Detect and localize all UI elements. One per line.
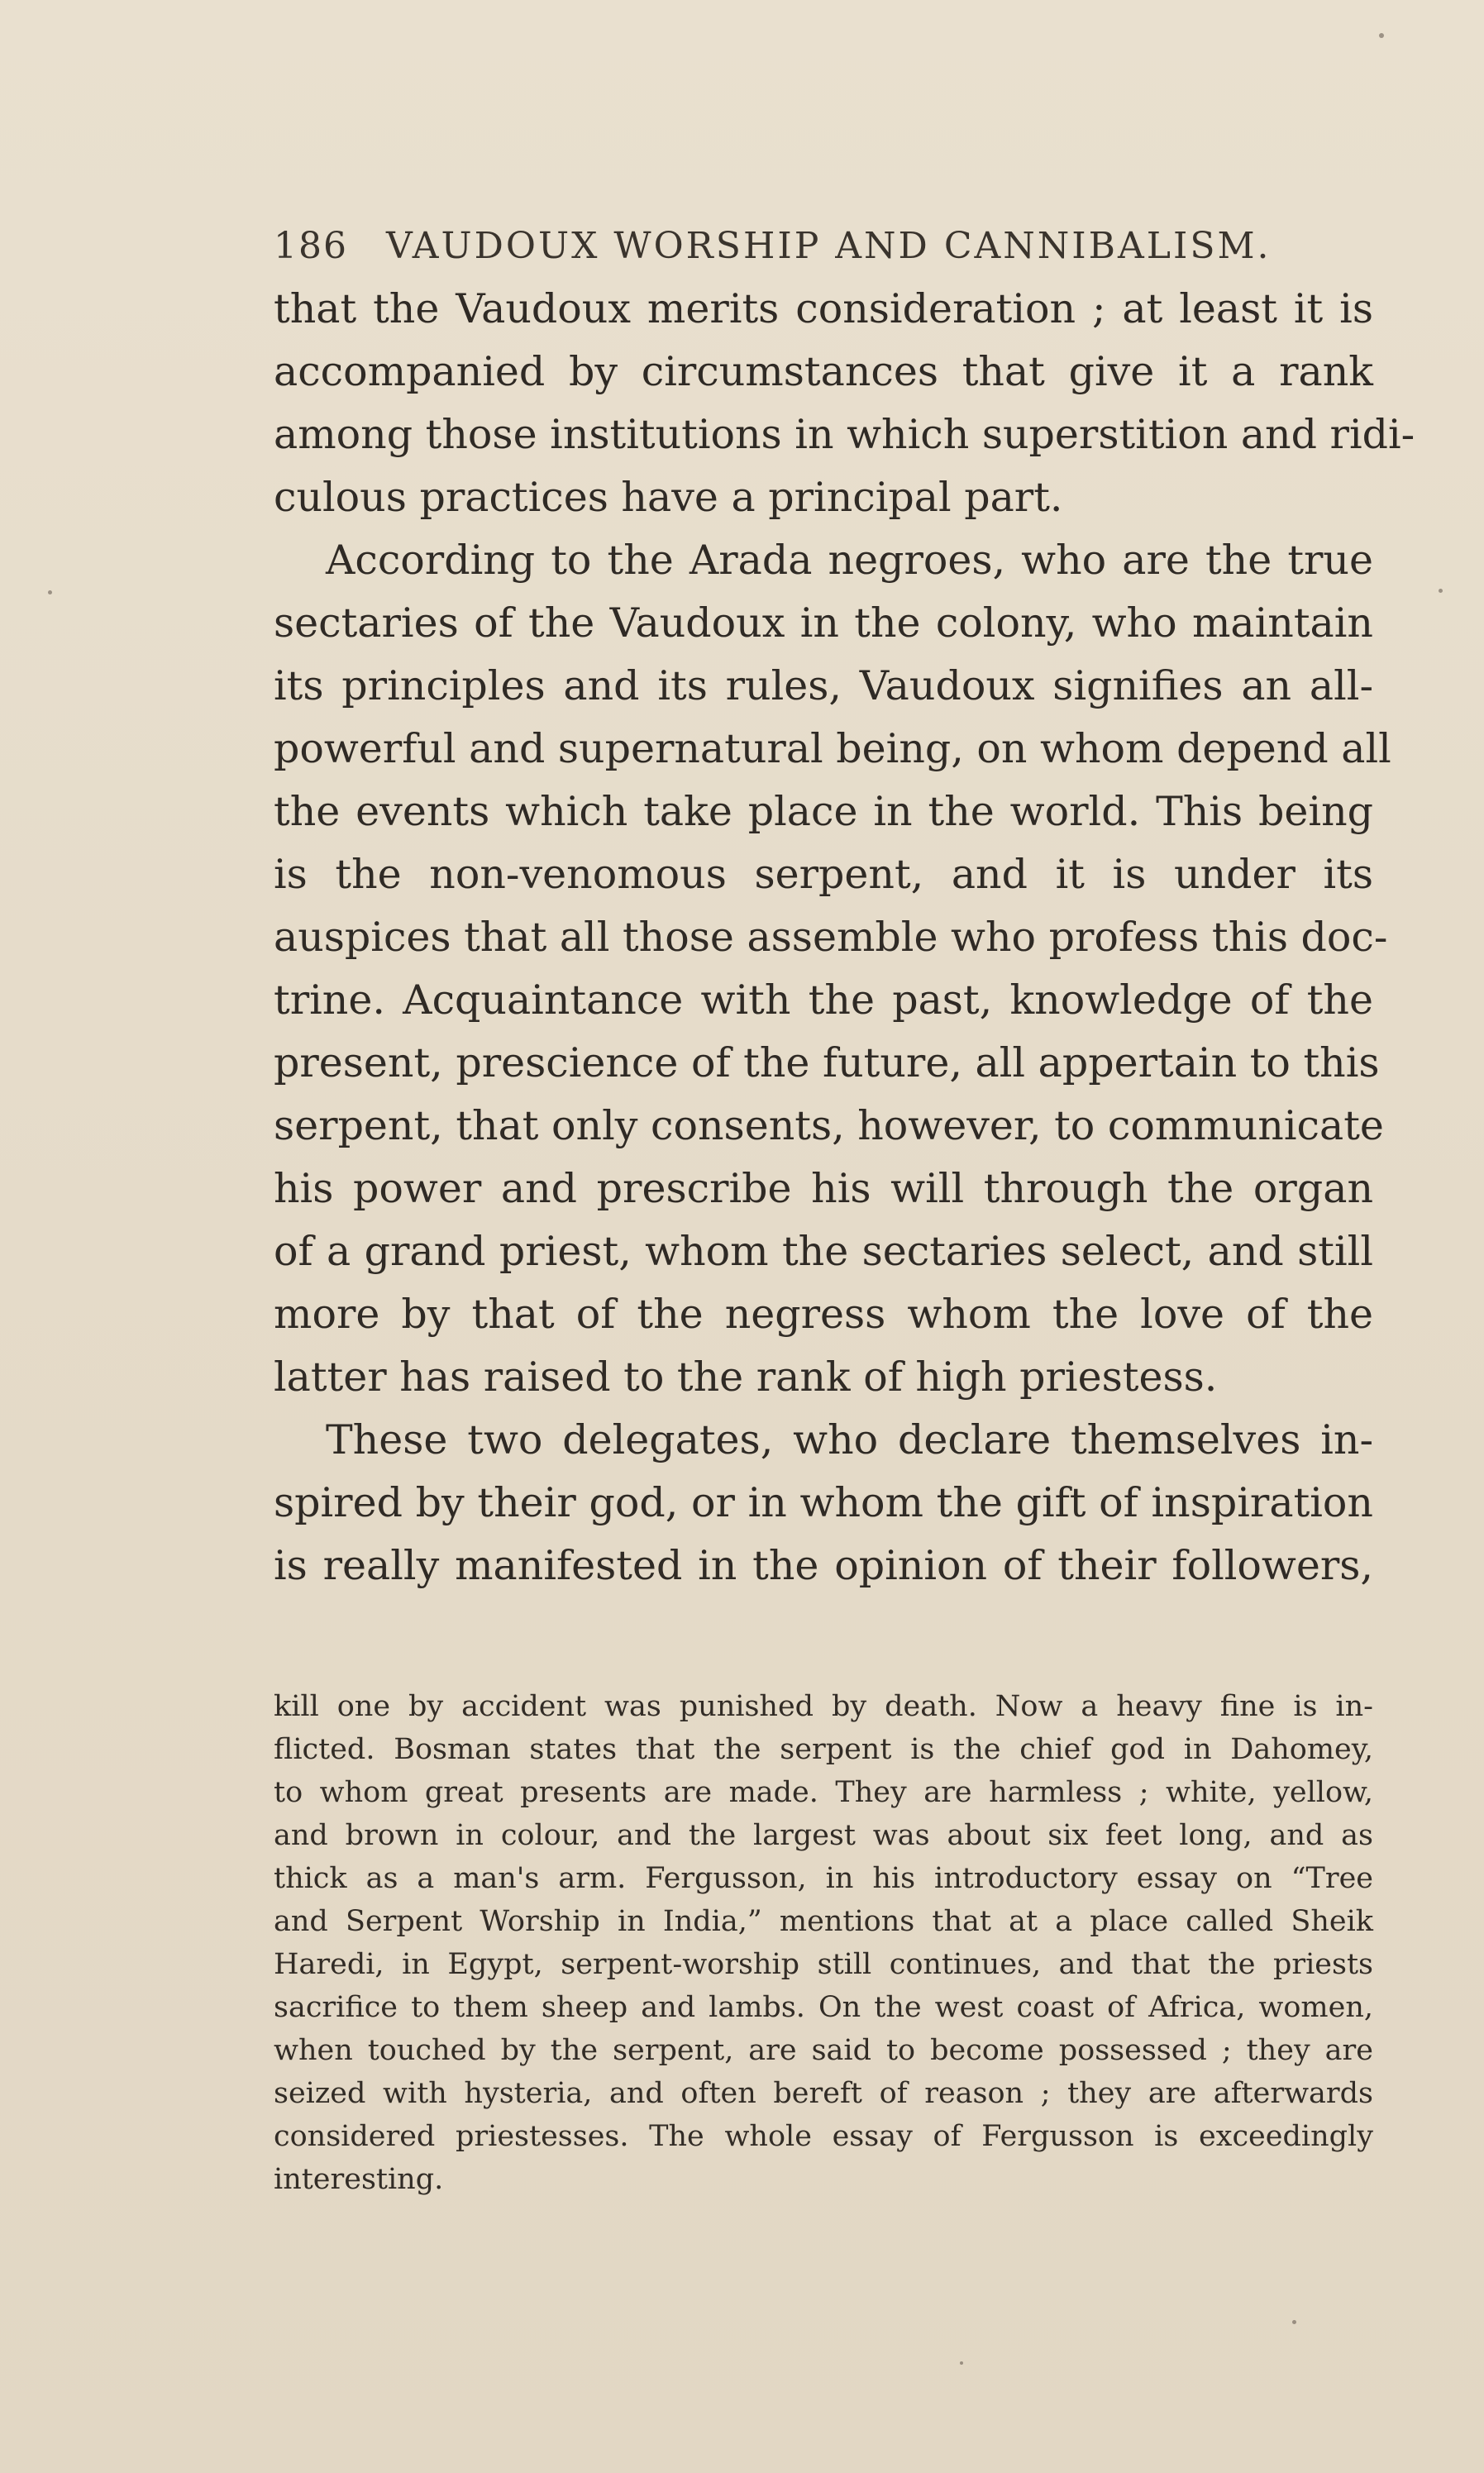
text-line: sectaries of the Vaudoux in the colony, who maintain	[274, 599, 1373, 647]
text-line: that the Vaudoux merits consideration ; at least it is	[274, 285, 1373, 332]
text-line: auspices that all those assemble who profess this doc-	[274, 914, 1388, 961]
footnote-line: kill one by accident was punished by death. Now a heavy fine is in-	[274, 1690, 1373, 1723]
footnote-line: thick as a man's arm. Fergusson, in his introductory essay on “Tree	[274, 1862, 1373, 1895]
footnote-line: to whom great presents are made. They are harmless ; white, yellow,	[274, 1776, 1373, 1809]
page-number: 186	[274, 225, 348, 267]
page-header	[274, 225, 1315, 275]
footnote-line: Haredi, in Egypt, serpent-worship still continues, and that the priests	[274, 1948, 1373, 1981]
text-line: spired by their god, or in whom the gift of inspiration	[274, 1479, 1373, 1526]
text-line: the events which take place in the world. This being	[274, 788, 1373, 835]
text-line: its principles and its rules, Vaudoux signifies an all-	[274, 662, 1373, 709]
paper-speck	[48, 590, 52, 594]
footnote-line: seized with hysteria, and often bereft of reason ; they are afterwards	[274, 2077, 1373, 2110]
text-line: is the non-venomous serpent, and it is under its	[274, 851, 1373, 898]
text-line: trine. Acquaintance with the past, knowledge of the	[274, 976, 1373, 1024]
text-line: culous practices have a principal part.	[274, 474, 1063, 521]
text-line: present, prescience of the future, all appertain to this	[274, 1039, 1380, 1086]
paper-speck	[1439, 589, 1443, 593]
text-line: among those institutions in which superstition and ridi-	[274, 411, 1415, 458]
footnote-line: considered priestesses. The whole essay of Fergusson is exceedingly	[274, 2120, 1373, 2153]
footnote-line: and Serpent Worship in India,” mentions that at a place called Sheik	[274, 1905, 1373, 1938]
paper-speck	[1379, 33, 1384, 38]
footnote-line: and brown in colour, and the largest was about six feet long, and as	[274, 1819, 1373, 1852]
text-line: of a grand priest, whom the sectaries select, and still	[274, 1228, 1373, 1275]
text-line: his power and prescribe his will through the organ	[274, 1165, 1373, 1212]
footnote-line: when touched by the serpent, are said to become possessed ; they are	[274, 2034, 1373, 2067]
text-line: accompanied by circumstances that give it a rank	[274, 348, 1373, 395]
footnote-line: interesting.	[274, 2163, 444, 2196]
paper-speck	[960, 2361, 963, 2365]
footnote-line: flicted. Bosman states that the serpent is the chief god in Dahomey,	[274, 1733, 1373, 1766]
text-line: is really manifested in the opinion of their followers,	[274, 1542, 1373, 1589]
text-line: According to the Arada negroes, who are the true	[326, 537, 1373, 584]
text-line: These two delegates, who declare themselves in-	[326, 1416, 1373, 1463]
footnote-line: sacrifice to them sheep and lambs. On the west coast of Africa, women,	[274, 1991, 1373, 2024]
text-line: powerful and supernatural being, on whom depend all	[274, 725, 1391, 772]
running-head: VAUDOUX WORSHIP AND CANNIBALISM.	[385, 225, 1272, 267]
text-line: serpent, that only consents, however, to communicate	[274, 1102, 1384, 1149]
paper-speck	[1292, 2320, 1296, 2324]
text-line: more by that of the negress whom the love of the	[274, 1291, 1373, 1338]
text-line: latter has raised to the rank of high priestess.	[274, 1353, 1218, 1401]
